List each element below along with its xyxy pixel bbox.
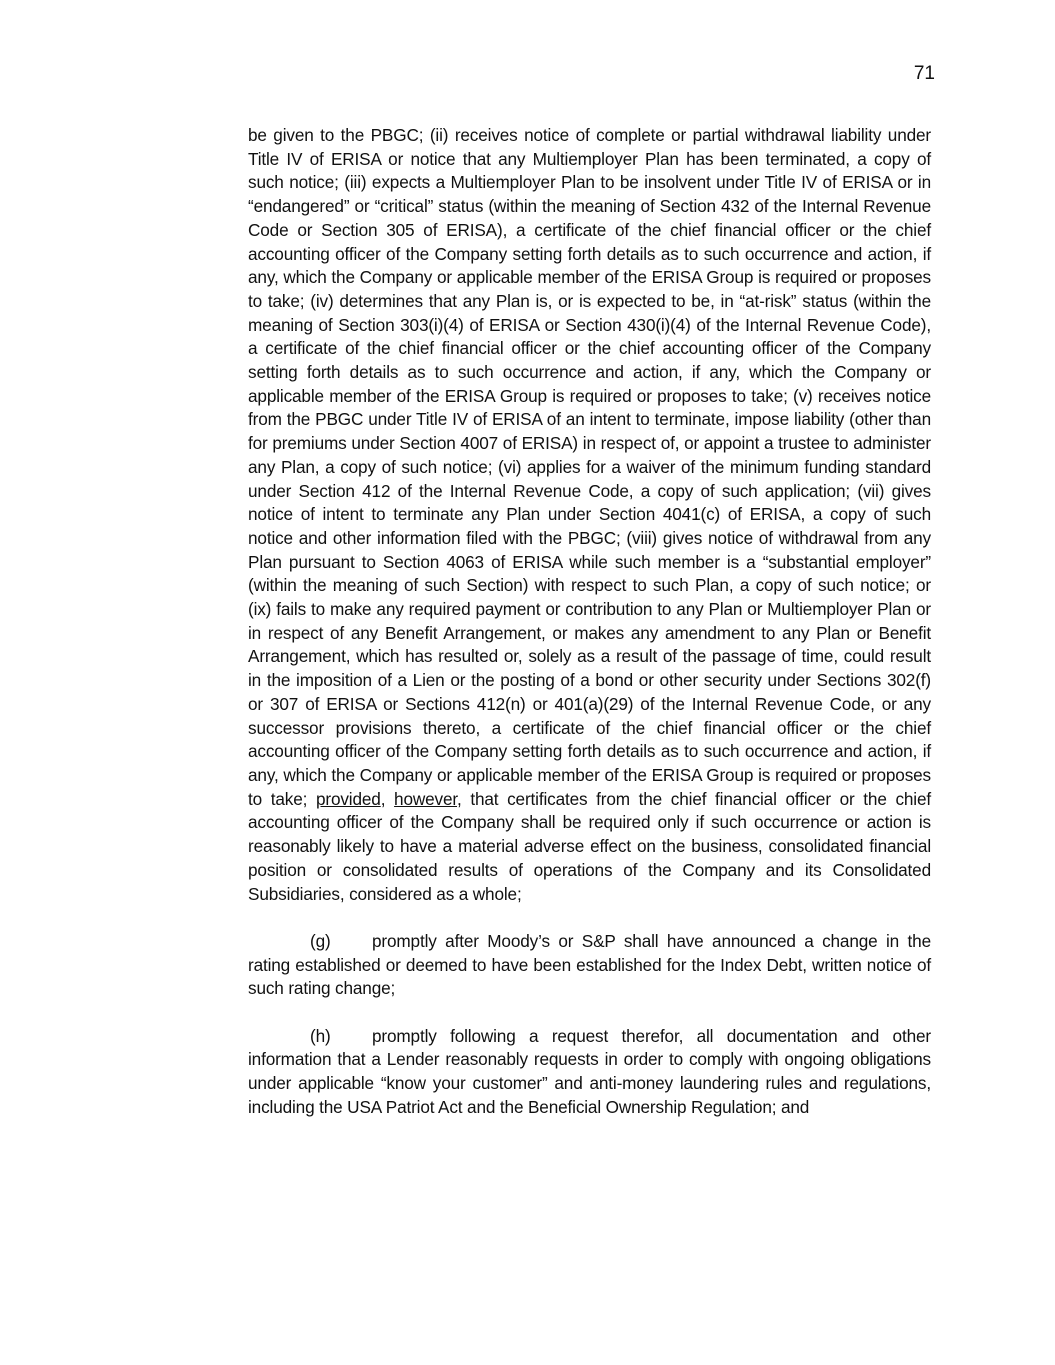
paragraph-f-text-after: , that certificates from the chief financial officer or the chief accounting officer of the Company shall be required only if such occurrence or action is reasonably likely to have a material adverse effect on the business, consolidated financial position or consolidated results of operations of the Company and its Consolidated Subsidiaries, considered as a whole; bbox=[248, 788, 932, 904]
document-body bbox=[248, 124, 931, 1120]
paragraph-h-text: promptly following a request therefor, all documentation and other information that a Lender reasonably requests in order to comply with ongoing obligations under applicable “know your customer” and anti-money laundering rules and regulations, including the USA Patriot Act and the Beneficial Ownership Regulation; and bbox=[248, 1025, 931, 1117]
paragraph-h-label: (h) bbox=[310, 1025, 331, 1046]
however-term: however bbox=[394, 788, 458, 809]
paragraph-h bbox=[248, 1025, 931, 1120]
page-number: 71 bbox=[913, 63, 935, 84]
paragraph-g-label: (g) bbox=[310, 930, 331, 951]
provided-term: provided bbox=[315, 788, 381, 809]
paragraph-g bbox=[248, 930, 931, 1001]
paragraph-f-continuation bbox=[248, 124, 931, 906]
paragraph-g-text: promptly after Moody’s or S&P shall have announced a change in the rating established or deemed to have been established for the Index Debt, written notice of such rating change; bbox=[248, 930, 931, 999]
paragraph-f-text-before: be given to the PBGC; (ii) receives notice of complete or partial withdrawal liability under Title IV of ERISA or notice that any Multiemployer Plan has been terminated, a copy of such notice; (iii) expects a Multiemployer Plan to be insolvent under Title IV of ERISA or in “endangered” or “critical” status (within the meaning of Section 432 of the Internal Revenue Code or Section 305 of ERISA), a certificate of the chief financial officer or the chief accounting officer of the Company setting forth details as to such occurrence and action, if any, which the Company or applicable member of the ERISA Group is required or proposes to take; (iv) determines that any Plan is, or is expected to be, in “at-risk” status (within the meaning of Section 303(i)(4) of ERISA or Section 430(i)(4) of the Internal Revenue Code), a certificate of the chief financial officer or the chief accounting officer of the Company setting forth details as to such occurrence and action, if any, which the Company or applicable member of the ERISA Group is required or proposes to take; (v) receives notice from the PBGC under Title IV of ERISA of an intent to terminate, impose liability (other than for premiums under Section 4007 of ERISA) in respect of, or appoint a trustee to administer any Plan, a copy of such notice; (vi) applies for a waiver of the minimum funding standard under Section 412 of the Internal Revenue Code, a copy of such application; (vii) gives notice of intent to terminate any Plan under Section 4041(c) of ERISA, a copy of such notice and other information filed with the PBGC; (viii) gives notice of withdrawal from any Plan pursuant to Section 4063 of ERISA while such member is a “substantial employer” (within the meaning of such Section) with respect to such Plan, a copy of such notice; or (ix) fails to make any required payment or contribution to any Plan or Multiemployer Plan or in respect of any Benefit Arrangement, or makes any amendment to any Plan or Benefit Arrangement, which has resulted or, solely as a result of the passage of time, could result in the imposition of a Lien or the posting of a bond or other security under Sections 302(f) or 307 of ERISA or Sections 412(n) or 401(a)(29) of the Internal Revenue Code, or any successor provisions thereto, a certificate of the chief financial officer or the chief accounting officer of the Company setting forth details as to such occurrence and action, if any, which the Company or applicable member of the ERISA Group is required or proposes to take; bbox=[248, 125, 931, 809]
proviso-comma: , bbox=[380, 788, 395, 809]
